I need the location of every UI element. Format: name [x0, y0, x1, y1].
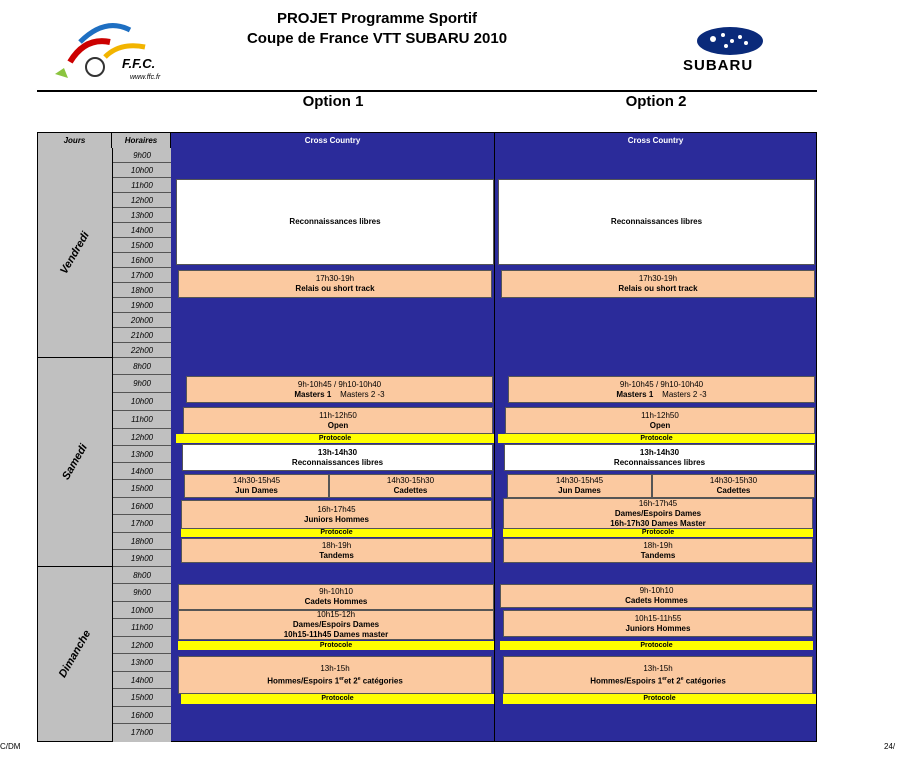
hour-cell: 15h00 — [113, 238, 171, 253]
opt1-dames-espoirs — [178, 610, 494, 640]
day-label-vendredi: Vendredi — [58, 229, 92, 276]
hour-cell: 13h00 — [113, 208, 171, 223]
hour-cell: 22h00 — [113, 343, 171, 358]
hour-cell: 16h00 — [113, 253, 171, 268]
opt2-reconnaissances-vendredi — [498, 179, 815, 265]
event-label: Cadets Hommes — [625, 596, 688, 605]
opt2-reconnaissances-samedi — [504, 444, 815, 471]
event-label-c: catégories — [360, 676, 403, 686]
col-header-jours: Jours — [38, 133, 112, 148]
page-title-line1: PROJET Programme Sportif — [276, 10, 478, 27]
event-label-2: 16h-17h30 Dames Master — [610, 518, 706, 528]
hours-dimanche — [112, 567, 171, 742]
event-label-sup-2: e — [680, 675, 684, 682]
event-time: 9h-10h45 / 9h10-10h40 — [297, 379, 382, 389]
hours-vendredi — [112, 148, 171, 358]
event-time: 10h15-12h — [316, 610, 356, 619]
opt1-open — [183, 407, 493, 434]
hour-cell: 10h00 — [113, 393, 171, 411]
subaru-logo — [680, 25, 780, 75]
opt2-dames-espoirs — [503, 498, 813, 529]
event-label: Relais ou short track — [618, 284, 698, 293]
event-label: Relais ou short track — [295, 284, 375, 293]
hour-cell: 9h00 — [113, 375, 171, 393]
day-label-dimanche: Dimanche — [56, 628, 94, 680]
hour-cell: 20h00 — [113, 313, 171, 328]
event-label: Dames/Espoirs Dames — [614, 508, 702, 518]
event-label: Tandems — [640, 550, 676, 560]
event-label: Reconnaissances libres — [289, 217, 381, 226]
hour-cell: 13h00 — [113, 654, 171, 672]
event-label-sup: er — [339, 675, 344, 682]
option-2-heading: Option 2 — [625, 93, 687, 110]
event-time: 9h-10h45 / 9h10-10h40 — [619, 379, 704, 389]
day-vendredi — [38, 148, 112, 358]
event-time: 16h-17h45 — [317, 504, 356, 514]
event-time: 13h-14h30 — [317, 447, 358, 457]
event-label: Reconnaissances libres — [610, 217, 703, 226]
hour-cell: 16h00 — [113, 498, 171, 515]
footer-right: 24/ — [884, 742, 896, 751]
header-rule — [37, 90, 817, 92]
opt2-tandems — [503, 538, 813, 563]
footer-left: C/DM — [0, 742, 21, 751]
hour-cell: 9h00 — [113, 584, 171, 602]
opt1-masters — [186, 376, 493, 403]
hour-cell: 18h00 — [113, 533, 171, 550]
event-label: Tandems — [319, 550, 354, 560]
event-time: 11h-12h50 — [641, 410, 679, 420]
opt1-reconnaissances-vendredi — [176, 179, 494, 265]
event-label: Jun Dames — [558, 486, 601, 495]
event-time: 9h-10h10 — [319, 587, 353, 596]
ffc-logo — [50, 12, 175, 87]
event-label: Reconnaissances libres — [613, 457, 706, 467]
hour-cell: 19h00 — [113, 298, 171, 313]
event-label: Protocole — [640, 434, 673, 442]
event-label: Hommes/Espoirs 1 — [590, 676, 663, 686]
hour-cell: 17h00 — [113, 268, 171, 283]
event-label-c: catégories — [683, 676, 726, 686]
event-label: Protocole — [319, 641, 353, 649]
opt2-relais — [501, 270, 815, 298]
hour-cell: 10h00 — [113, 602, 171, 619]
event-label: Cadets Hommes — [304, 597, 368, 606]
opt2-cadets-hommes — [500, 584, 813, 608]
event-time: 16h-17h45 — [638, 498, 678, 508]
opt1-hommes-espoirs — [178, 656, 492, 694]
event-label: Open — [649, 420, 671, 430]
event-label: Reconnaissances libres — [291, 457, 384, 467]
opt2-protocole-samedi-2 — [503, 529, 813, 537]
option-1-heading: Option 1 — [302, 93, 364, 110]
hour-cell: 19h00 — [113, 550, 171, 567]
col-header-cross-country-2: Cross Country — [495, 133, 816, 148]
opt1-protocole-dimanche-2 — [181, 694, 494, 704]
event-label: Protocole — [640, 641, 673, 649]
hour-cell: 15h00 — [113, 689, 171, 707]
hour-cell: 12h00 — [113, 637, 171, 654]
hour-cell: 11h00 — [113, 411, 171, 429]
col-header-cross-country-1: Cross Country — [171, 133, 495, 148]
event-label: Hommes/Espoirs 1 — [267, 676, 340, 686]
day-label-samedi: Samedi — [60, 442, 90, 482]
hour-cell: 21h00 — [113, 328, 171, 343]
hours-samedi — [112, 358, 171, 567]
hour-cell: 17h00 — [113, 724, 171, 742]
event-label-b: et 2 — [343, 676, 358, 686]
page-title-line2: Coupe de France VTT SUBARU 2010 — [246, 30, 508, 47]
opt1-cadettes — [329, 474, 492, 498]
hour-cell: 8h00 — [113, 358, 171, 375]
event-label: Protocole — [641, 529, 675, 536]
event-label: Cadettes — [716, 486, 751, 495]
hour-cell: 11h00 — [113, 619, 171, 637]
event-time: 9h-10h10 — [639, 586, 674, 595]
event-label-sup-2: e — [357, 675, 361, 682]
event-label: Open — [327, 420, 349, 430]
hour-cell: 13h00 — [113, 446, 171, 463]
event-time: 18h-19h — [321, 540, 352, 550]
opt1-juniors-hommes — [181, 500, 492, 529]
event-time: 14h30-15h30 — [709, 476, 758, 485]
event-time: 14h30-15h45 — [232, 476, 281, 485]
event-label-b: et 2 — [666, 676, 681, 686]
hour-cell: 10h00 — [113, 163, 171, 178]
event-time: 17h30-19h — [638, 274, 678, 283]
opt2-hommes-espoirs — [503, 656, 813, 694]
ffc-logo-text: F.F.C. — [122, 56, 156, 71]
event-label: Protocole — [318, 434, 352, 442]
col-header-horaires: Horaires — [112, 133, 171, 148]
hour-cell: 12h00 — [113, 429, 171, 446]
event-label: Protocole — [321, 695, 354, 702]
event-label: Cadettes — [393, 486, 428, 495]
event-label: Masters 1 — [294, 389, 332, 399]
opt1-protocole-dimanche-1 — [178, 641, 494, 650]
event-time: 17h30-19h — [315, 274, 355, 283]
opt1-tandems — [181, 538, 492, 563]
event-time: 11h-12h50 — [319, 410, 357, 420]
hour-cell: 14h00 — [113, 672, 171, 689]
opt2-protocole-samedi-1 — [498, 434, 815, 443]
event-label-2: Masters 2 -3 — [662, 389, 707, 399]
event-time: 14h30-15h45 — [555, 476, 604, 485]
event-label: Protocole — [643, 695, 676, 702]
event-label-2: 10h15-11h45 Dames master — [283, 630, 389, 639]
event-label: Jun Dames — [235, 486, 278, 495]
opt1-protocole-samedi-2 — [181, 529, 492, 537]
event-label: Protocole — [320, 529, 353, 536]
opt1-relais — [178, 270, 492, 298]
opt1-jun-dames — [184, 474, 329, 498]
hour-cell: 12h00 — [113, 193, 171, 208]
hour-cell: 14h00 — [113, 223, 171, 238]
subaru-logo-text: SUBARU — [683, 57, 754, 74]
event-time: 13h-14h30 — [639, 447, 680, 457]
opt2-cadettes — [652, 474, 815, 498]
day-samedi — [38, 358, 112, 567]
event-label: Masters 1 — [616, 389, 654, 399]
hour-cell: 15h00 — [113, 480, 171, 498]
event-time: 10h15-11h55 — [634, 613, 682, 623]
event-time: 18h-19h — [643, 540, 673, 550]
opt1-reconnaissances-samedi — [182, 444, 493, 471]
opt2-masters — [508, 376, 815, 403]
opt2-juniors-hommes — [503, 610, 813, 637]
event-time: 13h-15h — [643, 663, 673, 673]
hour-cell: 9h00 — [113, 148, 171, 163]
hour-cell: 8h00 — [113, 567, 171, 584]
opt2-protocole-dimanche-2 — [503, 694, 816, 704]
event-time: 13h-15h — [320, 663, 350, 673]
opt2-jun-dames — [507, 474, 652, 498]
event-time: 14h30-15h30 — [386, 476, 435, 485]
ffc-logo-url: www.ffc.fr — [130, 74, 161, 81]
event-label: Dames/Espoirs Dames — [292, 620, 380, 629]
hour-cell: 17h00 — [113, 515, 171, 533]
event-label-2: Masters 2 -3 — [340, 389, 385, 399]
event-label: Juniors Hommes — [625, 623, 691, 633]
opt1-protocole-samedi-1 — [176, 434, 494, 443]
hour-cell: 18h00 — [113, 283, 171, 298]
day-dimanche — [38, 567, 112, 741]
hour-cell: 14h00 — [113, 463, 171, 480]
opt2-open — [505, 407, 815, 434]
hour-cell: 16h00 — [113, 707, 171, 724]
event-label-sup: er — [662, 675, 667, 682]
event-label: Juniors Hommes — [304, 514, 369, 524]
hour-cell: 11h00 — [113, 178, 171, 193]
opt2-protocole-dimanche-1 — [500, 641, 813, 650]
opt1-cadets-hommes — [178, 584, 494, 610]
